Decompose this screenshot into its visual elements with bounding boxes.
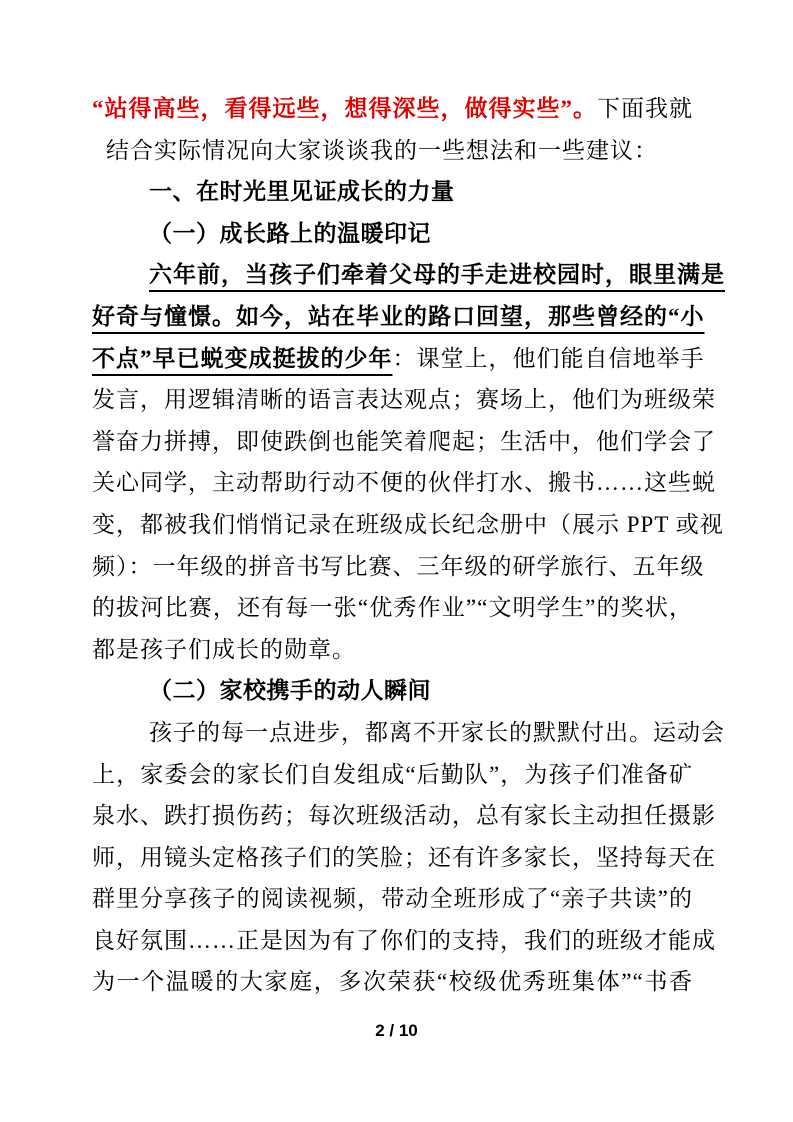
body-text: 发言，用逻辑清晰的语言表达观点；赛场上，他们为班级荣	[92, 387, 716, 413]
body-text: 上，家委会的家长们自发组成“后勤队”，为孩子们准备矿	[92, 761, 693, 787]
body-text: 都是孩子们成长的勋章。	[92, 636, 356, 662]
page-footer	[0, 1016, 793, 1046]
body-text: 变，都被我们悄悄记录在班级成长纪念册中（展示 PPT 或视	[92, 511, 724, 537]
text-line	[92, 171, 693, 213]
text-line	[92, 629, 693, 671]
text-line	[92, 670, 693, 712]
body-text: 下面我就	[597, 96, 693, 121]
text-line	[92, 920, 716, 962]
text-line	[92, 878, 693, 920]
body-text: 频）：一年级的拼音书写比赛、三年级的研学旅行、五年级	[92, 553, 705, 579]
body-text: 誉奋力拼搏，即使跌倒也能笑着爬起；生活中，他们学会了	[92, 428, 716, 454]
section-heading: （一）成长路上的温暖印记	[149, 219, 431, 246]
body-text: 群里分享孩子的阅读视频，带动全班形成了“亲子共读”的	[92, 886, 693, 912]
underlined-emphasis: 六年前，当孩子们牵着父母的手走进校园时，眼里满是	[149, 262, 725, 288]
text-line	[92, 421, 716, 463]
text-line	[92, 296, 705, 338]
text-line	[92, 88, 693, 130]
body-text: 关心同学，主动帮助行动不便的伙伴打水、搬书……这些蜕	[92, 470, 716, 496]
document-body	[92, 88, 725, 1003]
text-line	[92, 338, 705, 380]
text-line	[92, 379, 716, 421]
quote-emphasis: “站得高些，看得远些，想得深些，做得实些”。	[92, 96, 597, 121]
text-line	[92, 213, 693, 255]
body-text: 泉水、跌打损伤药；每次班级活动，总有家长主动担任摄影	[92, 803, 716, 829]
body-text: 师，用镜头定格孩子们的笑脸；还有许多家长，坚持每天在	[92, 844, 716, 870]
body-text: 为一个温暖的大家庭，多次荣获“校级优秀班集体”“书香	[92, 969, 693, 995]
text-line	[92, 795, 716, 837]
section-heading: 一、在时光里见证成长的力量	[149, 178, 455, 205]
page-number: 2 / 10	[375, 1021, 418, 1040]
underlined-emphasis: 好奇与憧憬。如今，站在毕业的路口回望，那些曾经的“小	[92, 303, 705, 329]
text-line	[92, 546, 705, 588]
text-line	[92, 504, 724, 546]
text-line	[92, 254, 725, 296]
text-line	[92, 462, 716, 504]
text-line	[92, 837, 716, 879]
body-text: 良好氛围……正是因为有了你们的支持，我们的班级才能成	[92, 927, 716, 953]
text-line	[92, 712, 725, 754]
text-line	[92, 961, 693, 1003]
section-heading: （二）家校携手的动人瞬间	[149, 677, 431, 704]
body-text: 孩子的每一点进步，都离不开家长的默默付出。运动会	[149, 719, 725, 745]
underlined-emphasis: 不点”早已蜕变成挺拔的少年	[92, 345, 393, 371]
body-text: ：课堂上，他们能自信地举手	[392, 345, 705, 371]
text-line	[92, 754, 693, 796]
body-text: 结合实际情况向大家谈谈我的一些想法和一些建议：	[106, 137, 658, 163]
text-line	[92, 130, 693, 172]
text-line	[92, 587, 693, 629]
body-text: 的拔河比赛，还有每一张“优秀作业”“文明学生”的奖状，	[92, 595, 693, 621]
